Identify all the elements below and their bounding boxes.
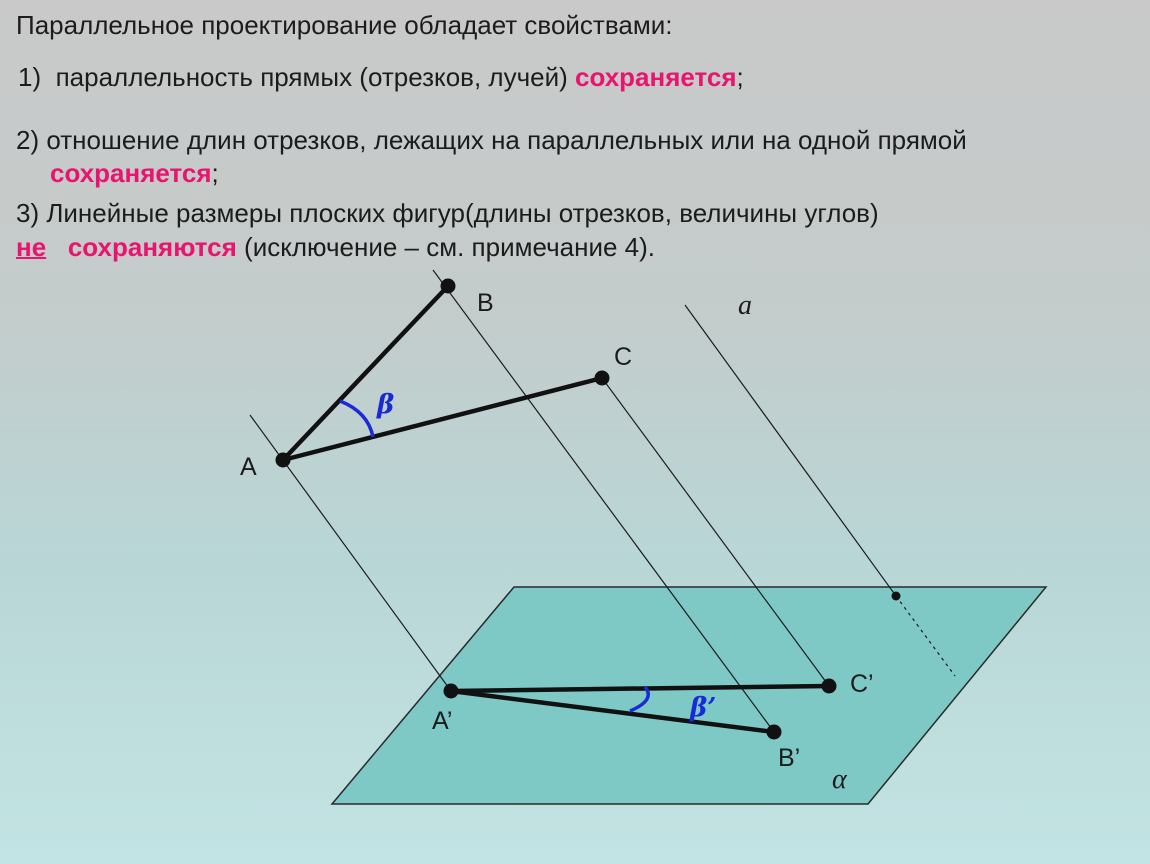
property-1-highlight: сохраняется: [575, 62, 737, 92]
property-1-end: ;: [736, 62, 744, 92]
point-a: [276, 453, 291, 468]
label-a: A: [240, 453, 257, 481]
line-a-intersection: [892, 592, 901, 601]
property-3-neg: не: [16, 232, 47, 262]
point-b1: [767, 725, 782, 740]
angle-beta-label: β: [377, 390, 395, 420]
property-2-end: ;: [211, 158, 219, 188]
property-2-highlight: сохраняется: [50, 158, 212, 188]
label-b: B: [477, 289, 494, 317]
segment-ab: [283, 286, 448, 460]
point-a1: [444, 684, 459, 699]
segment-ac: [283, 378, 602, 460]
property-1-text: параллельность прямых (отрезков, лучей): [55, 62, 568, 92]
label-c: C: [614, 343, 633, 371]
label-c1: C’: [850, 670, 874, 698]
point-b: [441, 279, 456, 294]
property-1-number: 1): [18, 62, 42, 92]
heading: Параллельное проектирование обладает свойствами:: [16, 10, 673, 40]
label-plane-alpha: α: [832, 764, 847, 795]
property-2-line-1: 2) отношение длин отрезков, лежащих на параллельных или на одной прямой: [16, 125, 967, 155]
property-3-end: (исключение – см. примечание 4).: [244, 232, 656, 262]
plane-alpha: [332, 587, 1046, 804]
label-line-a: a: [738, 290, 752, 321]
angle-beta-arc: [340, 401, 373, 437]
line-a: [685, 305, 896, 596]
label-a1: A’: [432, 707, 453, 735]
label-b1: B’: [778, 744, 801, 772]
point-c: [595, 371, 610, 386]
property-3-highlight: сохраняются: [67, 232, 237, 262]
property-3-line-1: 3) Линейные размеры плоских фигур(длины отрезков, величины углов): [16, 198, 879, 228]
point-c1: [822, 679, 837, 694]
angle-beta-projected-label: β’: [690, 693, 717, 723]
